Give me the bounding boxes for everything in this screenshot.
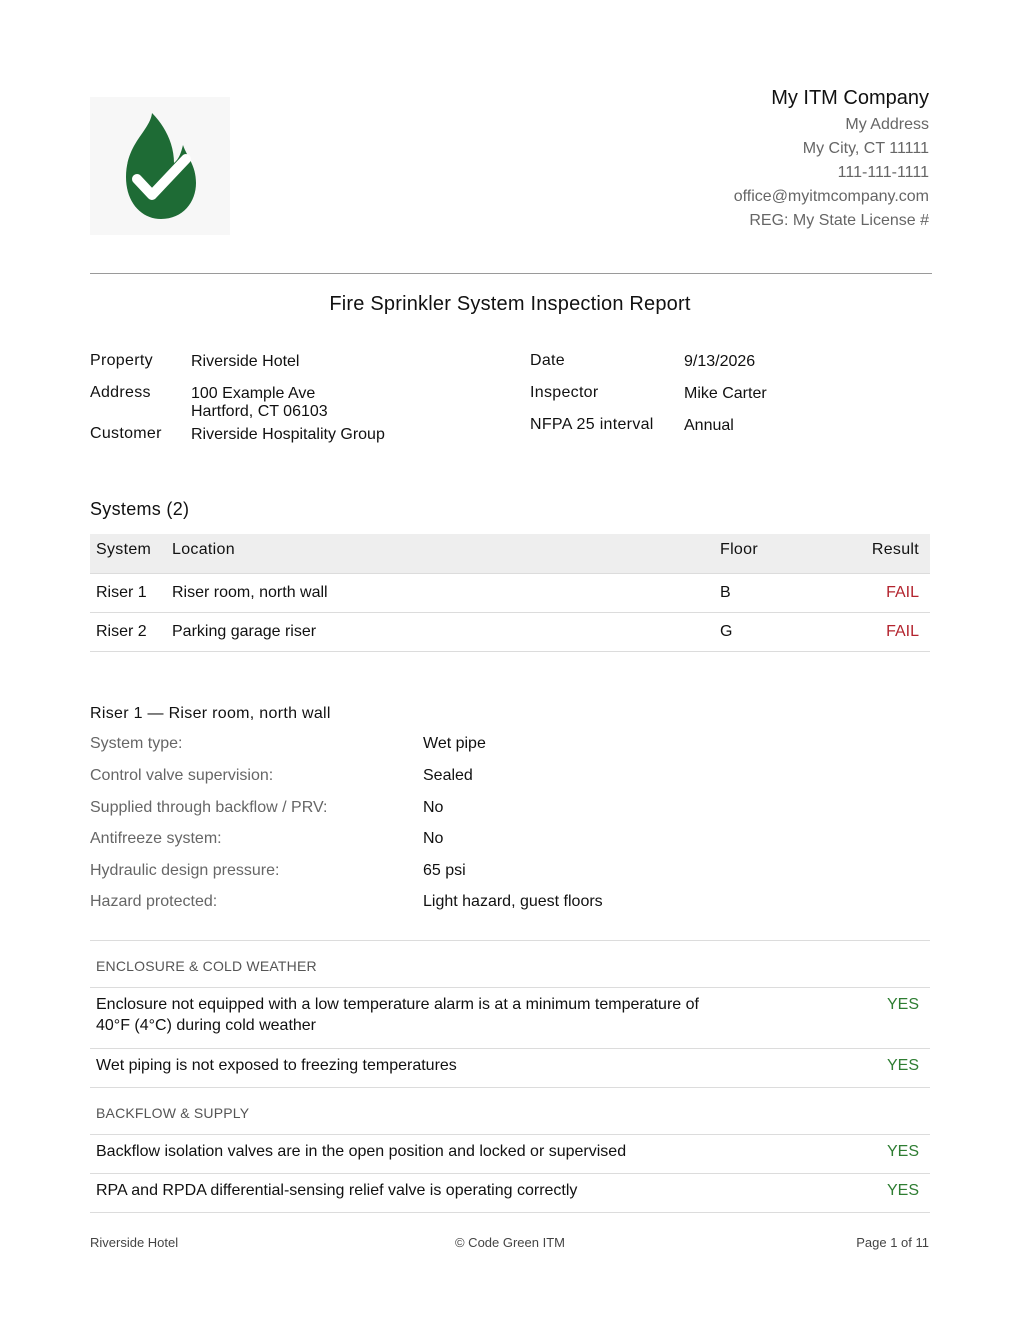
detail-row (90, 767, 930, 791)
interval-value: Annual (684, 417, 734, 434)
table-row[interactable] (90, 574, 930, 613)
checklist-category (90, 941, 930, 988)
checklist-answer: YES (886, 996, 919, 1013)
customer-label: Customer (90, 425, 162, 442)
address-label: Address (90, 384, 151, 401)
inspection-checklist (90, 940, 930, 1213)
detail-row (90, 830, 930, 854)
checklist-category (90, 1088, 930, 1135)
address-line-2: Hartford, CT 06103 (191, 403, 328, 420)
category-title: BACKFLOW & SUPPLY (96, 1105, 250, 1121)
header-floor: Floor (720, 541, 758, 558)
checklist-question: Enclosure not equipped with a low temperature alarm is at a minimum temperature of 40°F (4°C) during cold weather (96, 996, 699, 1034)
system-result: FAIL (886, 584, 919, 601)
company-email: office@myitmcompany.com (733, 188, 929, 205)
detail-row (90, 735, 930, 759)
customer-value: Riverside Hospitality Group (191, 426, 385, 443)
systems-table-header (90, 534, 930, 574)
checklist-item (90, 1174, 930, 1213)
company-info (734, 86, 929, 233)
system-name: Riser 1 (96, 584, 147, 601)
detail-label: Control valve supervision: (90, 767, 274, 784)
detail-value: No (423, 799, 444, 816)
footer-copyright: © Code Green ITM (454, 1235, 565, 1250)
checklist-question: Wet piping is not exposed to freezing temperatures (96, 1057, 457, 1074)
detail-value: Wet pipe (423, 735, 486, 752)
footer-property: Riverside Hotel (90, 1235, 179, 1250)
company-city: My City, CT 11111 (802, 140, 929, 157)
footer-page-number: Page 1 of 11 (856, 1235, 929, 1250)
date-value: 9/13/2026 (684, 353, 756, 370)
systems-table (90, 534, 930, 652)
checklist-item (90, 1049, 930, 1088)
detail-value: Light hazard, guest floors (423, 893, 603, 910)
flame-check-icon (90, 97, 230, 235)
inspector-label: Inspector (530, 384, 599, 401)
systems-title: Systems (2) (90, 499, 190, 519)
system-name: Riser 2 (96, 623, 147, 640)
detail-label: Supplied through backflow / PRV: (90, 799, 328, 816)
property-label: Property (90, 352, 153, 369)
checklist-item (90, 1135, 930, 1174)
riser-title: Riser 1 — Riser room, north wall (90, 705, 331, 722)
table-row[interactable] (90, 613, 930, 652)
company-logo (90, 97, 230, 235)
detail-label: Antifreeze system: (90, 830, 222, 847)
detail-value: Sealed (423, 767, 473, 784)
company-address: My Address (845, 116, 929, 133)
category-title: ENCLOSURE & COLD WEATHER (96, 958, 317, 974)
company-name: My ITM Company (771, 87, 929, 109)
header-location: Location (172, 541, 235, 558)
system-floor: B (720, 584, 731, 601)
system-location: Parking garage riser (172, 623, 317, 640)
detail-row (90, 862, 930, 886)
system-location: Riser room, north wall (172, 584, 328, 601)
inspector-value: Mike Carter (684, 385, 767, 402)
interval-label: NFPA 25 interval (530, 416, 654, 433)
checklist-answer: YES (886, 1143, 919, 1160)
checklist-question: RPA and RPDA differential-sensing relief valve is operating correctly (96, 1182, 578, 1199)
checklist-question: Backflow isolation valves are in the open position and locked or supervised (96, 1143, 627, 1160)
header-result: Result (871, 541, 919, 558)
header-system: System (96, 541, 152, 558)
detail-label: System type: (90, 735, 183, 752)
detail-label: Hazard protected: (90, 893, 218, 910)
detail-value: No (423, 830, 444, 847)
checklist-answer: YES (886, 1182, 919, 1199)
checklist-item (90, 988, 930, 1049)
detail-row (90, 893, 930, 917)
detail-value: 65 psi (423, 862, 466, 879)
system-floor: G (720, 623, 733, 640)
date-label: Date (530, 352, 565, 369)
detail-label: Hydraulic design pressure: (90, 862, 280, 879)
address-line-1: 100 Example Ave (191, 385, 316, 402)
detail-row (90, 799, 930, 823)
checklist-answer: YES (886, 1057, 919, 1074)
header-divider (90, 273, 932, 274)
property-value: Riverside Hotel (191, 353, 300, 370)
company-phone: 111-111-1111 (837, 164, 929, 181)
company-license: REG: My State License # (749, 212, 929, 229)
system-result: FAIL (886, 623, 919, 640)
report-title: Fire Sprinkler System Inspection Report (329, 293, 691, 315)
